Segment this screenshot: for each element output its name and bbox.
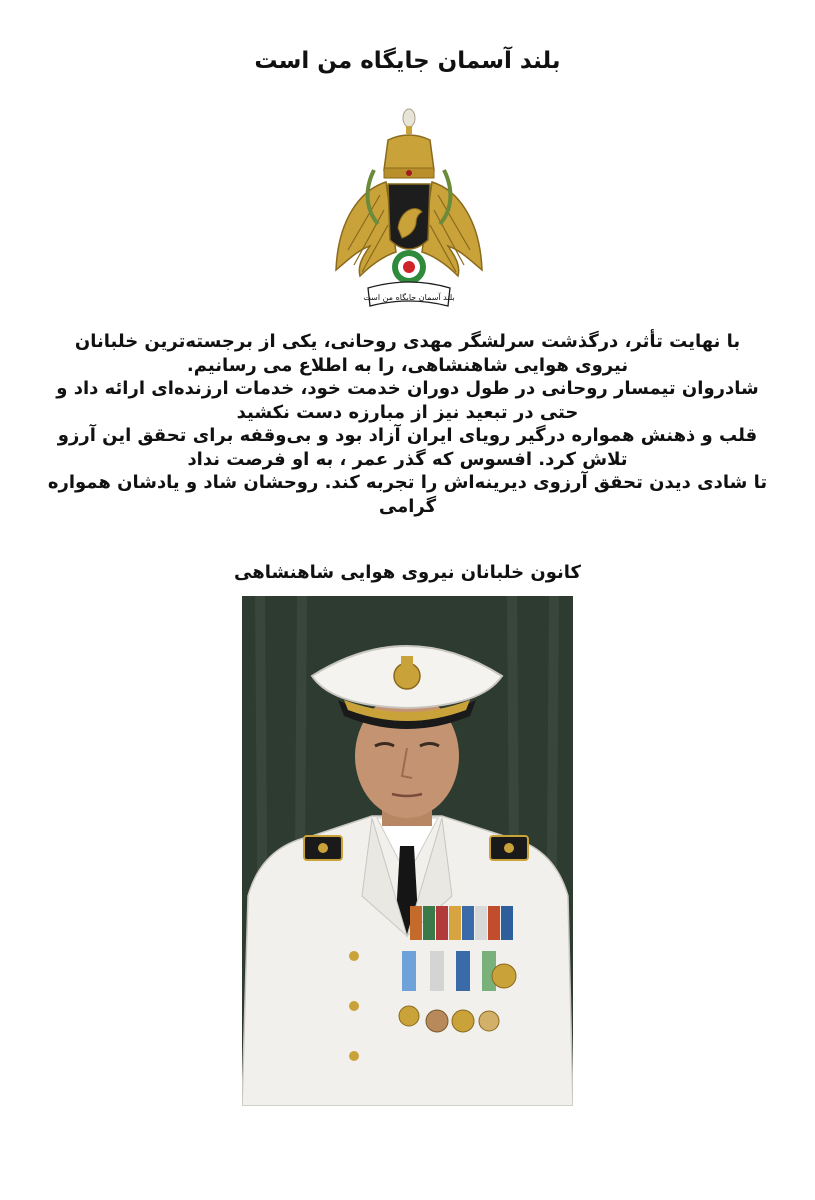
announcement-line: حتی در تبعید نیز از مبارزه دست نکشید: [236, 401, 579, 423]
page-title: بلند آسمان جایگاه من است: [254, 48, 561, 74]
announcement-line: با نهایت تأثر، درگذشت سرلشگر مهدی روحانی، یکی از برجسته‌ترین خلبانان: [74, 331, 741, 352]
officer-portrait-photo: [242, 596, 573, 1106]
plume-base: [406, 126, 412, 134]
air-force-emblem-icon: [330, 100, 488, 316]
right-epaulette-star: [504, 843, 514, 853]
announcement-line: گرامی: [378, 495, 437, 517]
announcement-line: قلب و ذهنش همواره درگیر رویای ایران آزاد بود و بی‌وقفه برای تحقق این آرزو: [57, 425, 758, 446]
plume-shape: [403, 109, 415, 127]
signature: کانون خلبانان نیروی هوایی شاهنشاهی: [234, 562, 581, 583]
crown-jewel: [406, 170, 412, 176]
left-epaulette-star: [318, 843, 328, 853]
roundel-inner: [403, 261, 415, 273]
cap-badge: [394, 663, 420, 689]
crown-shape: [384, 135, 434, 170]
announcement-line: تا شادی دیدن تحقق آرزوی دیرینه‌اش را تجربه کند. روحشان شاد و یادشان همواره: [47, 472, 768, 493]
cap-badge-crown: [401, 656, 413, 666]
announcement-line: شادروان تیمسار روحانی در طول دوران خدمت خود، خدمات ارزنده‌ای ارائه داد و: [56, 378, 759, 399]
announcement-line: نیروی هوایی شاهنشاهی، را به اطلاع می رسانیم.: [186, 354, 629, 376]
announcement-line: تلاش کرد. افسوس که گذر عمر ، به او فرصت نداد: [187, 448, 628, 470]
announcement-text: [30, 330, 785, 518]
emblem-motto: بلند آسمان جایگاه من است: [363, 293, 455, 302]
